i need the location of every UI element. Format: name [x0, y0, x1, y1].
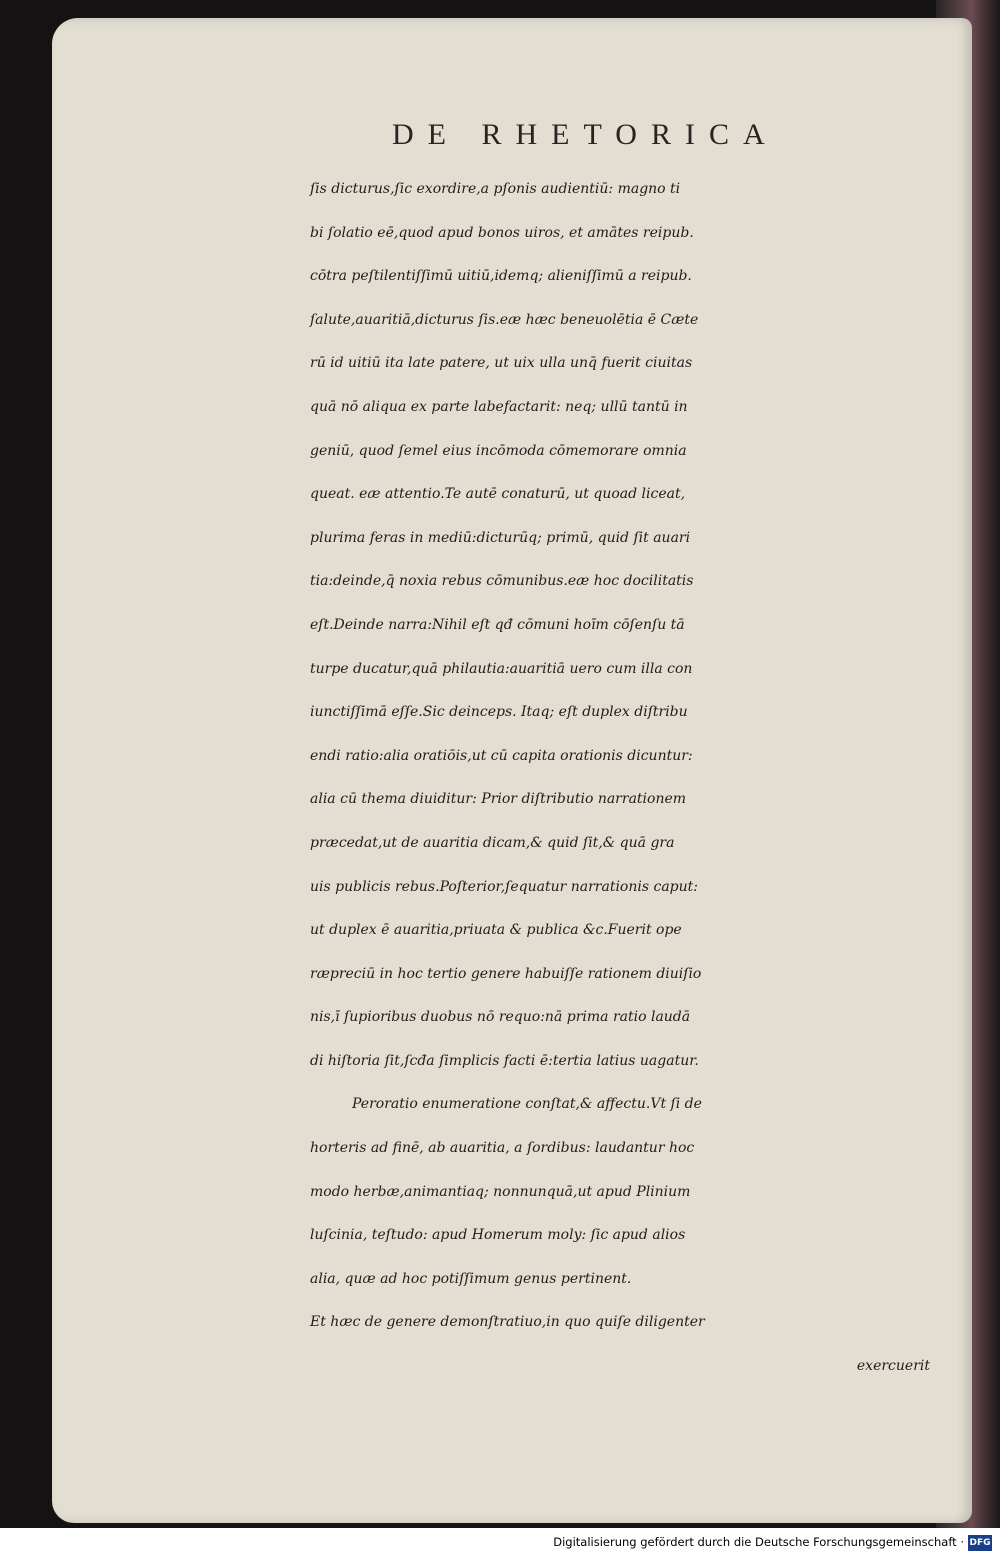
- text-line: iunctiſſimā eſſe.Sic deinceps. Itaq; eſt duplex diſtribu: [310, 704, 688, 721]
- digitization-footer: [0, 1528, 1000, 1559]
- text-line: ſis dicturus,ſic exordire,a pſonis audientiū: magno ti: [310, 181, 681, 197]
- text-line: Et hæc de genere demonſtratiuo,in quo quiſe diligenter: [310, 1314, 705, 1331]
- text-line: plurima feras in mediū:dicturūq; primū, quid ſit auari: [310, 529, 691, 546]
- text-line: di hiſtoria ſit,ſcđa ſimplicis facti ē:tertia latius uagatur.: [310, 1052, 699, 1069]
- text-line: turpe ducatur,quā philautia:auaritiā uero cum illa con: [310, 660, 693, 677]
- text-line: rū id uitiū ita late patere, ut uix ulla unq̄ fuerit ciuitas: [310, 355, 693, 372]
- text-line: Peroratio enumeratione conſtat,& affectu.Vt ſi de: [352, 1096, 702, 1113]
- text-line: nis,ī ſupioribus duobus nō requo:nā prima ratio laudā: [310, 1009, 691, 1026]
- text-line: luſcinia, teſtudo: apud Homerum moly: ſic apud alios: [310, 1227, 686, 1244]
- text-line: præcedat,ut de auaritia dicam,& quid ſit,& quā gra: [310, 834, 675, 851]
- text-line: modo herbæ,animantiaq; nonnunquā,ut apud Plinium: [310, 1183, 691, 1200]
- text-line: cōtra peſtilentiſſimū uitiū,idemq; alieniſſimū a reipub.: [310, 268, 692, 285]
- text-line: ræpreciū in hoc tertio genere habuiſſe rationem diuiſio: [310, 965, 702, 982]
- running-head-text: DE RHETORICA: [392, 118, 779, 151]
- text-line: horteris ad finē, ab auaritia, a ſordibus: laudantur hoc: [310, 1140, 695, 1157]
- text-line: ſalute,auaritiā,dicturus ſis.eæ hæc beneuolētia ē Cæte: [310, 311, 699, 328]
- text-line: alia, quæ ad hoc potiſſimum genus pertinent.: [310, 1270, 632, 1287]
- catchword: exercuerit: [856, 1358, 930, 1375]
- text-line: quā nō aliqua ex parte labefactarit: neq; ullū tantū in: [310, 398, 688, 415]
- text-line: geniū, quod ſemel eius incōmoda cōmemorare omnia: [310, 442, 687, 459]
- text-line: bi ſolatio eē,quod apud bonos uiros, et amātes reipub.: [310, 224, 694, 241]
- dfg-logo-icon: DFG: [968, 1535, 992, 1551]
- footer-credit: Digitalisierung gefördert durch die Deutsche Forschungsgemeinschaft ·: [553, 1535, 964, 1549]
- text-line: tia:deinde,q̄ noxia rebus cōmunibus.eæ hoc docilitatis: [310, 573, 694, 590]
- text-line: alia cū thema diuiditur: Prior diſtributio narrationem: [310, 791, 687, 808]
- text-line: queat. eæ attentio.Te autē conaturū, ut quoad liceat,: [310, 486, 686, 503]
- text-line: eſt.Deinde narra:Nihil eſt qđ cōmuni hoīm cōſenſu tā: [310, 616, 685, 633]
- text-line: ut duplex ē auaritia,priuata & publica &c.Fuerit ope: [310, 922, 682, 939]
- text-line: uis publicis rebus.Poſterior,ſequatur narrationis caput:: [310, 878, 698, 895]
- text-line: endi ratio:alia oratiōis,ut cū capita orationis dicuntur:: [310, 747, 693, 764]
- text-block: [310, 168, 950, 1389]
